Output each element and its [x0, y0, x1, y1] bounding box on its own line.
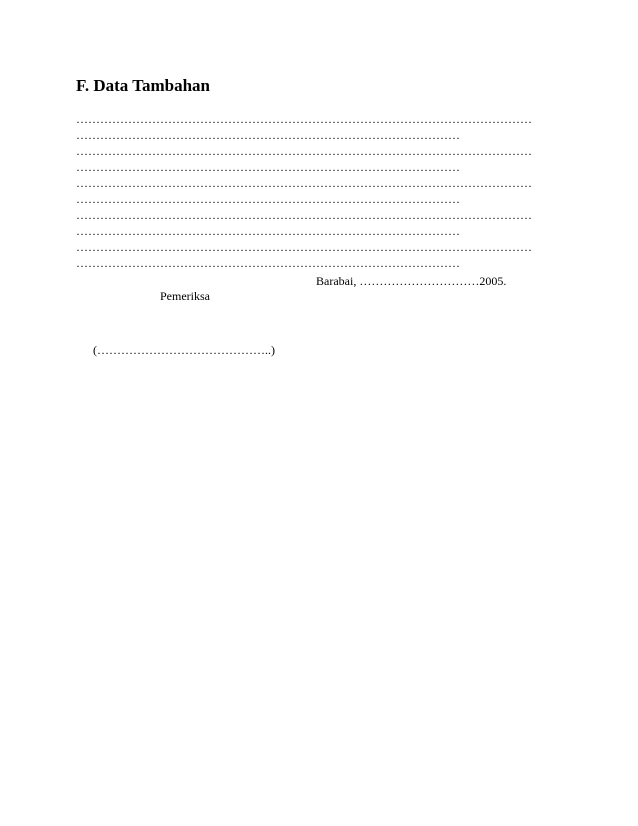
section-title: F. Data Tambahan [76, 76, 211, 95]
dotted-fill-lines [76, 111, 566, 271]
dotted-line: …………………………………………………………………………………………………… [76, 208, 532, 222]
dotted-line: …………………………………………………………………………………… [76, 192, 460, 206]
examiner-label: Pemeriksa [160, 289, 210, 303]
place-date-line: Barabai, …………………………2005. [316, 274, 507, 288]
dotted-line: …………………………………………………………………………………………………… [76, 144, 532, 158]
dotted-line: …………………………………………………………………………………………………… [76, 112, 532, 126]
dotted-line: …………………………………………………………………………………… [76, 128, 460, 142]
signature-name-line: (……………………………………..) [93, 343, 275, 357]
dotted-line: …………………………………………………………………………………… [76, 256, 460, 270]
dotted-line: …………………………………………………………………………………… [76, 224, 460, 238]
dotted-line: …………………………………………………………………………………… [76, 160, 460, 174]
dotted-line: …………………………………………………………………………………………………… [76, 176, 532, 190]
dotted-line: …………………………………………………………………………………………………… [76, 240, 532, 254]
